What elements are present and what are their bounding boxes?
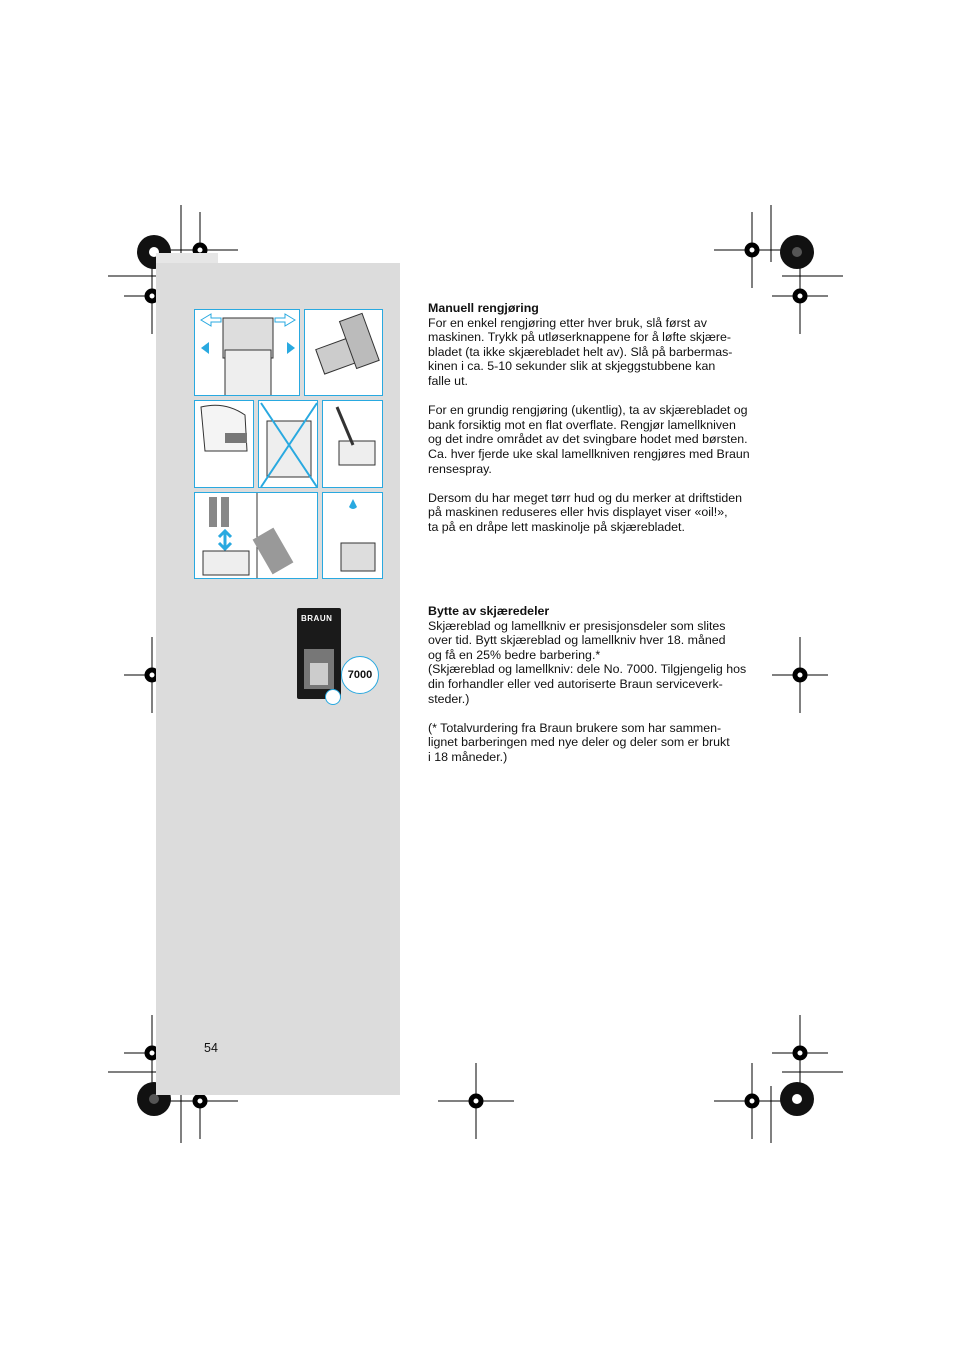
illustration-shake-out [304, 309, 383, 396]
part-number-marker [325, 689, 341, 705]
illustration-replace-cutter [194, 492, 318, 579]
paragraph: (* Totalvurdering fra Braun brukere som har sammen- lignet barberingen med nye deler og deler som er brukt i 18 måneder.) [428, 720, 730, 764]
oil-drop-icon [323, 493, 383, 579]
section-replace-parts [428, 604, 758, 779]
cutter-block-icon [195, 493, 318, 579]
paragraph: Skjæreblad og lamellkniv er presisjonsdeler som slites over tid. Bytt skjæreblad og lamellkniv hver 18. måned og få en 25% bedre barbering.* (Skjæreblad og lamellkniv: dele No. 7000. Tilgjengelig hos din forhandler eller ved autoriserte Braun serviceverk- steder.) [428, 618, 747, 706]
shaver-head-icon [195, 310, 300, 396]
section-heading: Manuell rengjøring [428, 301, 539, 315]
illustration-release-foil [194, 309, 300, 396]
cross-icon [259, 401, 318, 488]
foil-cutter-icon [300, 645, 338, 693]
shaver-tilted-icon [305, 310, 383, 396]
section-heading: Bytte av skjæredeler [428, 604, 550, 618]
hand-tap-icon [195, 401, 254, 488]
illustration-tap-foil [194, 400, 254, 488]
illustration-wrong-method [258, 400, 318, 488]
brand-logo: BRAUN [301, 614, 333, 623]
illustration-oil-drop [322, 492, 383, 579]
part-number-badge: 7000 [341, 656, 379, 694]
section-manual-cleaning [428, 301, 758, 549]
paragraph: Dersom du har meget tørr hud og du merker at driftstiden på maskinen reduseres eller hvis displayet viser «oil!», ta på en dråpe lett maskinolje på skjærebladet. [428, 490, 743, 534]
illustration-brush-clean [322, 400, 383, 488]
page-number: 54 [204, 1041, 218, 1055]
paragraph: For en enkel rengjøring etter hver bruk, slå først av maskinen. Trykk på utløserknappene for å løfte skjære- bladet (ta ikke skjærebladet helt av). Slå på barbermas- kinen i ca. 5-10 sekunder slik at skjeggstubbene kan falle ut. [428, 315, 733, 388]
brush-icon [323, 401, 383, 488]
paragraph: For en grundig rengjøring (ukentlig), ta av skjærebladet og bank forsiktig mot en flat overflate. Rengjør lamellkniven og det indre området av det svingbare hodet med børsten. Ca. hver fjerde uke skal lamellkniven rengjøres med Braun rensespray. [428, 403, 750, 476]
